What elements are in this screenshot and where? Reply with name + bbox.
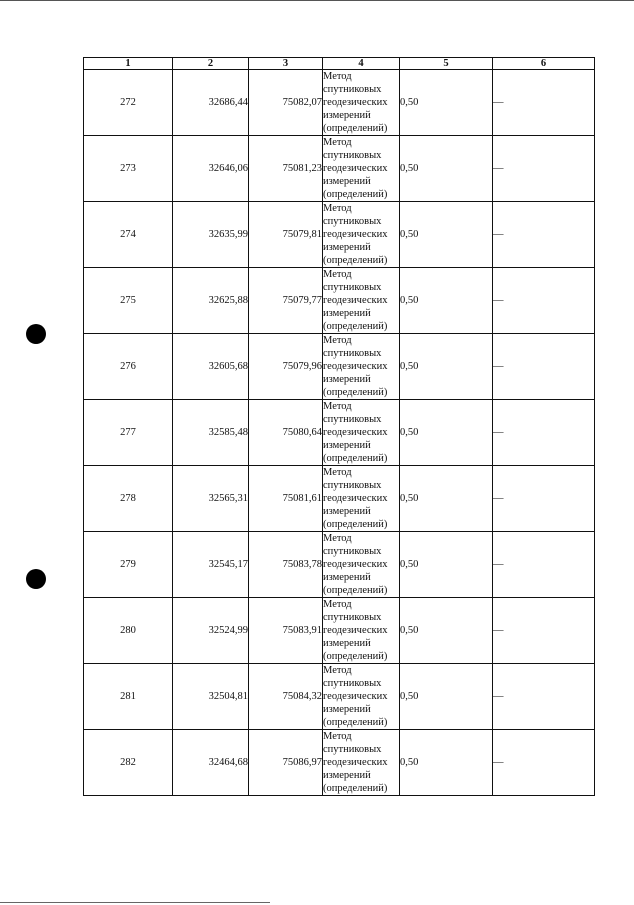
y-coordinate-cell: 75080,64 bbox=[249, 400, 323, 466]
note-cell: — bbox=[493, 136, 595, 202]
table-row bbox=[84, 202, 595, 268]
accuracy-cell: 0,50 bbox=[400, 532, 493, 598]
x-coordinate-cell: 32565,31 bbox=[173, 466, 249, 532]
accuracy-cell: 0,50 bbox=[400, 136, 493, 202]
table-row bbox=[84, 664, 595, 730]
point-number-cell: 281 bbox=[84, 664, 173, 730]
table-row bbox=[84, 532, 595, 598]
table-row bbox=[84, 466, 595, 532]
x-coordinate-cell: 32504,81 bbox=[173, 664, 249, 730]
x-coordinate-cell: 32686,44 bbox=[173, 70, 249, 136]
note-cell: — bbox=[493, 202, 595, 268]
accuracy-cell: 0,50 bbox=[400, 268, 493, 334]
y-coordinate-cell: 75081,23 bbox=[249, 136, 323, 202]
accuracy-cell: 0,50 bbox=[400, 730, 493, 796]
y-coordinate-cell: 75082,07 bbox=[249, 70, 323, 136]
x-coordinate-cell: 32585,48 bbox=[173, 400, 249, 466]
y-coordinate-cell: 75079,77 bbox=[249, 268, 323, 334]
column-header-1: 1 bbox=[84, 58, 173, 70]
method-cell: Метод спутниковых геодезических измерений (определений) bbox=[323, 202, 400, 268]
note-cell: — bbox=[493, 730, 595, 796]
method-cell: Метод спутниковых геодезических измерений (определений) bbox=[323, 730, 400, 796]
note-cell: — bbox=[493, 466, 595, 532]
point-number-cell: 277 bbox=[84, 400, 173, 466]
y-coordinate-cell: 75081,61 bbox=[249, 466, 323, 532]
point-number-cell: 280 bbox=[84, 598, 173, 664]
table-row bbox=[84, 136, 595, 202]
method-cell: Метод спутниковых геодезических измерений (определений) bbox=[323, 268, 400, 334]
y-coordinate-cell: 75086,97 bbox=[249, 730, 323, 796]
column-header-2: 2 bbox=[173, 58, 249, 70]
accuracy-cell: 0,50 bbox=[400, 70, 493, 136]
page-top-edge bbox=[0, 0, 634, 1]
method-cell: Метод спутниковых геодезических измерений (определений) bbox=[323, 598, 400, 664]
accuracy-cell: 0,50 bbox=[400, 202, 493, 268]
point-number-cell: 275 bbox=[84, 268, 173, 334]
header-row bbox=[84, 58, 595, 70]
y-coordinate-cell: 75079,96 bbox=[249, 334, 323, 400]
point-number-cell: 274 bbox=[84, 202, 173, 268]
method-cell: Метод спутниковых геодезических измерений (определений) bbox=[323, 664, 400, 730]
x-coordinate-cell: 32524,99 bbox=[173, 598, 249, 664]
accuracy-cell: 0,50 bbox=[400, 664, 493, 730]
punch-hole-lower bbox=[26, 569, 46, 589]
point-number-cell: 273 bbox=[84, 136, 173, 202]
method-cell: Метод спутниковых геодезических измерений (определений) bbox=[323, 400, 400, 466]
coordinates-table bbox=[83, 57, 595, 796]
note-cell: — bbox=[493, 334, 595, 400]
column-header-6: 6 bbox=[493, 58, 595, 70]
accuracy-cell: 0,50 bbox=[400, 598, 493, 664]
point-number-cell: 278 bbox=[84, 466, 173, 532]
column-header-5: 5 bbox=[400, 58, 493, 70]
accuracy-cell: 0,50 bbox=[400, 334, 493, 400]
note-cell: — bbox=[493, 70, 595, 136]
table-body bbox=[84, 70, 595, 796]
method-cell: Метод спутниковых геодезических измерений (определений) bbox=[323, 532, 400, 598]
table-row bbox=[84, 730, 595, 796]
point-number-cell: 279 bbox=[84, 532, 173, 598]
point-number-cell: 282 bbox=[84, 730, 173, 796]
table-row bbox=[84, 70, 595, 136]
y-coordinate-cell: 75079,81 bbox=[249, 202, 323, 268]
x-coordinate-cell: 32635,99 bbox=[173, 202, 249, 268]
x-coordinate-cell: 32625,88 bbox=[173, 268, 249, 334]
note-cell: — bbox=[493, 598, 595, 664]
table-row bbox=[84, 268, 595, 334]
y-coordinate-cell: 75084,32 bbox=[249, 664, 323, 730]
x-coordinate-cell: 32605,68 bbox=[173, 334, 249, 400]
table-row bbox=[84, 334, 595, 400]
note-cell: — bbox=[493, 400, 595, 466]
x-coordinate-cell: 32646,06 bbox=[173, 136, 249, 202]
accuracy-cell: 0,50 bbox=[400, 400, 493, 466]
punch-hole-upper bbox=[26, 324, 46, 344]
accuracy-cell: 0,50 bbox=[400, 466, 493, 532]
note-cell: — bbox=[493, 268, 595, 334]
y-coordinate-cell: 75083,91 bbox=[249, 598, 323, 664]
column-header-3: 3 bbox=[249, 58, 323, 70]
note-cell: — bbox=[493, 532, 595, 598]
x-coordinate-cell: 32545,17 bbox=[173, 532, 249, 598]
column-header-4: 4 bbox=[323, 58, 400, 70]
table-row bbox=[84, 598, 595, 664]
x-coordinate-cell: 32464,68 bbox=[173, 730, 249, 796]
method-cell: Метод спутниковых геодезических измерений (определений) bbox=[323, 466, 400, 532]
method-cell: Метод спутниковых геодезических измерений (определений) bbox=[323, 70, 400, 136]
table-row bbox=[84, 400, 595, 466]
method-cell: Метод спутниковых геодезических измерений (определений) bbox=[323, 136, 400, 202]
page-bottom-edge bbox=[0, 902, 270, 903]
y-coordinate-cell: 75083,78 bbox=[249, 532, 323, 598]
method-cell: Метод спутниковых геодезических измерений (определений) bbox=[323, 334, 400, 400]
point-number-cell: 272 bbox=[84, 70, 173, 136]
point-number-cell: 276 bbox=[84, 334, 173, 400]
note-cell: — bbox=[493, 664, 595, 730]
